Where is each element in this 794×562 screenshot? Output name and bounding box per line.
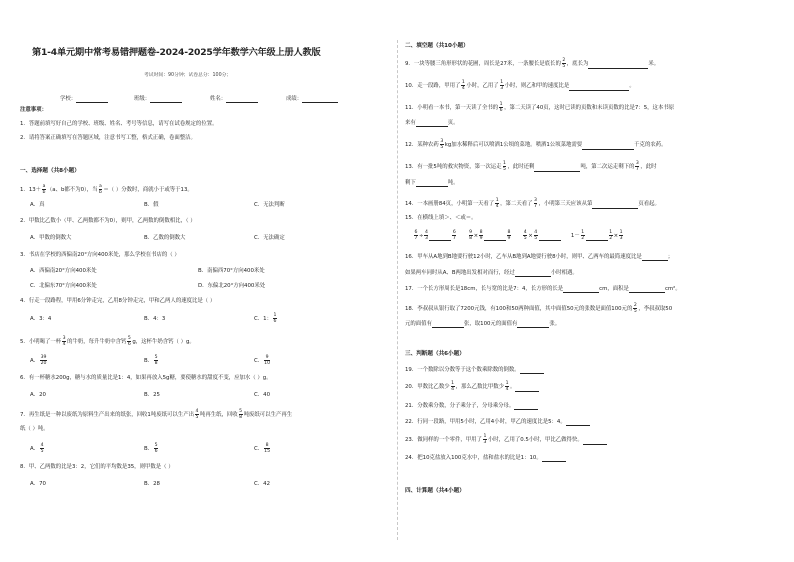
- fraction: $\frac{6}{7}$: [414, 230, 418, 241]
- field-label: 班级：: [134, 96, 151, 102]
- option-b[interactable]: B．假: [144, 202, 159, 208]
- section-heading: 二、填空题（共10小题）: [405, 43, 469, 49]
- answer-blank[interactable]: [515, 385, 539, 392]
- fraction: $\frac{8}{15}$: [264, 443, 271, 454]
- fraction: $\frac{3}{5}$: [440, 139, 444, 150]
- option-b[interactable]: B．南偏西70°方向400米处: [198, 268, 265, 274]
- fraction: $\frac{8}{9}$: [507, 230, 511, 241]
- option-a[interactable]: A． $\frac{39}{20}$: [30, 355, 47, 366]
- option-c[interactable]: C．无法判断: [254, 202, 285, 208]
- fraction: $\frac{3}{7}$: [635, 161, 639, 172]
- column-divider: [397, 40, 398, 540]
- question-19: 19．一个数除以分数等于这个数乘除数的倒数。: [405, 367, 544, 374]
- fraction: $\frac{1}{4}$: [505, 381, 509, 392]
- option-c[interactable]: C． $\frac{9}{10}$: [254, 355, 271, 366]
- question-10: 10．走一段路，甲用了 $\frac{1}{4}$ 小时，乙用了 $\frac{1}{3}$ 小时，则乙和甲的速度比是 。: [405, 80, 635, 91]
- question-13: 13．有一批5吨的救灾物资，第一次运走 $\frac{1}{5}$ ，此时还剩 吨，第二次运走剩下的 $\frac{3}{7}$ ，此时: [405, 161, 657, 172]
- question-13-cont: 剩下 吨。: [405, 180, 459, 186]
- answer-blank[interactable]: [588, 62, 648, 69]
- note-item: 2．请将答案正确填写在答题区域，注意书写工整，格式正确，卷面整洁。: [20, 135, 196, 141]
- fraction: $\frac{9}{8}$: [469, 230, 473, 241]
- answer-blank[interactable]: [542, 455, 566, 462]
- option-b[interactable]: B． $\frac{5}{8}$: [144, 355, 158, 366]
- question-22: 22．行同一段路，甲用5小时，乙用4小时，甲乙的速度比是5：4。: [405, 419, 590, 426]
- question-20: 20．甲数比乙数少 $\frac{1}{4}$ ，那么乙数比甲数少 $\frac{1}{4}$ 。: [405, 381, 539, 392]
- question-14: 14．一本画册84页，小明第一天看了 $\frac{1}{4}$ ，第二天看了 $\frac{3}{7}$ ，小明第三天应该从第 页看起。: [405, 198, 660, 209]
- fraction: $\frac{4}{3}$: [424, 230, 428, 241]
- answer-blank[interactable]: [429, 234, 451, 241]
- question-11-cont: 来有 页。: [405, 120, 459, 126]
- question-5: 5．小明喝了一杯 $\frac{3}{4}$ 的牛奶，每升牛奶中含钙 $\frac{5}{6}$ g，这杯牛奶含钙（ ）g。: [20, 336, 195, 347]
- fraction: $\frac{1}{3}$: [483, 434, 487, 445]
- exam-info: 考试时间：90分钟；试卷总分：100分；: [144, 73, 232, 78]
- question-7: 7．再生纸是一种以废纸为原料生产出来的纸张，回收1吨废纸可以生产出 $\frac{4}{5}$ 吨再生纸，回收 $\frac{5}{8}$ 吨废纸可以生产再生: [20, 409, 293, 420]
- field-label: 姓名：: [210, 96, 227, 102]
- fraction: $\frac{5}{6}$: [127, 336, 131, 347]
- option-c[interactable]: C．1： $\frac{1}{6}$: [254, 313, 277, 324]
- option-c[interactable]: C． $\frac{8}{15}$: [254, 443, 271, 454]
- question-7-cont: 纸（ ）吨。: [20, 426, 49, 432]
- fraction: $\frac{3}{4}$: [62, 336, 66, 347]
- answer-blank[interactable]: [642, 254, 668, 261]
- class-field[interactable]: [134, 96, 182, 103]
- question-12: 12．某种农药 $\frac{3}{5}$ kg加水稀释后可以喷洒1公顷的菜地。喷洒1公顷菜地需要 千克的农药。: [405, 139, 667, 150]
- answer-blank[interactable]: [583, 438, 607, 445]
- fraction: $\frac{1}{2}$: [581, 230, 585, 241]
- answer-blank[interactable]: [539, 234, 561, 241]
- fraction: $\frac{1}{4}$: [461, 80, 465, 91]
- fraction: $\frac{1}{4}$: [451, 381, 455, 392]
- fraction: $\frac{4}{5}$: [523, 230, 527, 241]
- fraction: $\frac{a}{b}$: [98, 184, 102, 195]
- option-a[interactable]: A．西偏南20°方向400米处: [30, 268, 97, 274]
- fraction: $\frac{4}{5}$: [195, 409, 199, 420]
- option-c[interactable]: C．北偏东70°方向400米处: [30, 283, 97, 289]
- question-1: 1．13＋ $\frac{a}{b}$ （a、b都不为0），当 $\frac{a}{b}$ ＝（ ）分数时，商就小于或等于13。: [20, 184, 193, 195]
- fraction: $\frac{1}{6}$: [499, 102, 503, 113]
- fraction: $\frac{1}{3}$: [619, 230, 623, 241]
- fraction: $\frac{4}{5}$: [534, 230, 538, 241]
- question-17: 17．一个长方形周长是18cm，长与宽的比是7：4，长方形的长是 cm，面积是 cm²。: [405, 286, 681, 292]
- question-21: 21．分数乘分数，分子乘分子，分母乘分母。: [405, 403, 538, 410]
- question-23: 23．做同样的一个零件，甲用了 $\frac{1}{3}$ 小时，乙用了0.5小时，甲比乙做得快。: [405, 434, 607, 445]
- question-16-cont: 如果两车同时从A、B两地出发相对而行，经过 小时相遇。: [405, 270, 578, 276]
- field-label: 学校：: [60, 96, 77, 102]
- question-11: 11．小明看一本书，第一天读了全书的 $\frac{1}{6}$ ，第二天读了40页，这时已读的页数和未读页数的比是7：5，这本书原: [405, 102, 675, 113]
- option-b[interactable]: B． $\frac{5}{6}$: [144, 443, 158, 454]
- question-18-cont: 元的面值有 张，取100元的面值有 张。: [405, 321, 561, 327]
- fraction: $\frac{1}{4}$: [495, 198, 499, 209]
- answer-blank[interactable]: [592, 202, 638, 209]
- fraction: $\frac{1}{3}$: [500, 80, 504, 91]
- option-c[interactable]: C．40: [254, 392, 271, 398]
- fraction: $\frac{5}{8}$: [154, 355, 158, 366]
- answer-blank[interactable]: [416, 180, 448, 187]
- field-label: 成绩：: [286, 96, 303, 102]
- fraction: $\frac{4}{5}$: [40, 443, 44, 454]
- question-6: 6．有一杯糖水200g，糖与水的质量比是1：4，如果再放入5g糖，要使糖水的甜度不变，应加水（ ）g。: [20, 375, 272, 381]
- option-c[interactable]: C．无法确定: [254, 235, 285, 241]
- fraction: $\frac{39}{20}$: [40, 355, 47, 366]
- fraction: $\frac{1}{5}$: [503, 161, 506, 172]
- answer-blank[interactable]: [514, 403, 538, 410]
- answer-blank[interactable]: [484, 234, 506, 241]
- option-a[interactable]: A．真: [30, 202, 45, 208]
- page-title: 第1-4单元期中常考易错押题卷-2024-2025学年数学六年级上册人教版: [32, 47, 321, 58]
- fraction: $\frac{9}{10}$: [264, 355, 271, 366]
- option-b[interactable]: B．乙数的倒数大: [144, 235, 186, 241]
- answer-blank[interactable]: [517, 321, 549, 328]
- note-item: 1．答题前填写好自己的学校、班级、姓名、考号等信息，请写在试卷规定的位置。: [20, 121, 218, 127]
- fraction: $\frac{3}{7}$: [534, 198, 537, 209]
- question-18: 18．李叔叔从银行取了7200元钱，有100和50两种面值，其中面值50元的张数是面值100元的 $\frac{2}{5}$ ，李叔叔取50: [405, 303, 673, 314]
- option-a[interactable]: A． $\frac{4}{5}$: [30, 443, 44, 454]
- fraction: $\frac{5}{8}$: [239, 409, 243, 420]
- section-heading: 四、计算题（共4小题）: [405, 488, 465, 494]
- fraction: $\frac{2}{5}$: [633, 303, 637, 314]
- answer-blank[interactable]: [534, 165, 580, 172]
- answer-blank[interactable]: [629, 286, 665, 293]
- answer-blank[interactable]: [566, 419, 590, 426]
- question-8: 8．甲、乙两数的比是3：2，它们的平均数是35，则甲数是（ ）: [20, 464, 174, 470]
- fraction: $\frac{1}{2}$: [609, 230, 613, 241]
- notes-heading: 注意事项：: [20, 107, 47, 113]
- answer-blank[interactable]: [582, 143, 634, 150]
- fraction: $\frac{1}{6}$: [273, 313, 277, 324]
- question-9: 9．一块等腰三角形形状的花圃，周长是27米，一条腰长是底长的 $\frac{2}{5}$ ，底长为 米。: [405, 58, 660, 69]
- section-heading: 一、选择题（共8小题）: [20, 168, 80, 174]
- fraction: $\frac{2}{5}$: [562, 58, 566, 69]
- answer-blank[interactable]: [563, 286, 599, 293]
- score-field[interactable]: [286, 96, 338, 103]
- fraction: $\frac{5}{6}$: [154, 443, 158, 454]
- option-b[interactable]: B．25: [144, 392, 160, 398]
- question-4: 4．行走一段路程，甲用6分钟走完，乙用8分钟走完，甲和乙两人的速度比是（ ）: [20, 298, 216, 304]
- option-b[interactable]: B．4：3: [144, 316, 166, 322]
- answer-blank[interactable]: [416, 120, 448, 127]
- name-field[interactable]: [210, 96, 258, 103]
- fraction: $\frac{8}{9}$: [479, 230, 483, 241]
- question-3: 3．书店在学校的西偏南20°方向400米处，那么学校在书店的（ ）: [20, 252, 180, 258]
- section-heading: 三、判断题（共6小题）: [405, 351, 465, 357]
- school-field[interactable]: [60, 96, 108, 103]
- question-2: 2．甲数比乙数小（甲、乙两数都不为0），则甲，乙两数的倒数相比，（ ）: [20, 218, 196, 224]
- option-a[interactable]: A．70: [30, 481, 46, 487]
- option-c[interactable]: C．42: [254, 481, 271, 487]
- option-b[interactable]: B．28: [144, 481, 160, 487]
- answer-blank[interactable]: [586, 234, 608, 241]
- question-15: 15．在横线上填＞、＜或＝。: [405, 215, 477, 221]
- fraction: $\frac{6}{7}$: [452, 230, 456, 241]
- option-d[interactable]: D．东偏北20°方向400米处: [198, 283, 266, 289]
- answer-blank[interactable]: [432, 321, 464, 328]
- question-24: 24．把10克盐放入100克水中，盐和盐水的比是1：10。: [405, 455, 566, 462]
- question-16: 16．甲车从A地到B地要行驶12小时，乙车从B地到A地要行驶8小时，则甲、乙两车的最简速度比是 ；: [405, 254, 674, 260]
- fraction: $\frac{a}{b}$: [42, 184, 46, 195]
- answer-blank[interactable]: [520, 367, 544, 374]
- answer-blank[interactable]: [515, 270, 551, 277]
- answer-blank[interactable]: [569, 84, 629, 91]
- option-a[interactable]: A．20: [30, 392, 46, 398]
- option-a[interactable]: A．甲数的倒数大: [30, 235, 72, 241]
- option-a[interactable]: A．3：4: [30, 316, 52, 322]
- comparison-row: $\frac{6}{7}$ ÷ $\frac{4}{3}$ $\frac{6}{7}$ $\frac{9}{8}$ × $\frac{8}{9}$ $\frac{8}{9}$ $\frac{4}{5}$ × $\frac{4}{5}$ 1－ $\frac{1}{2}$ $\frac{1}{2}$ × $\frac{1}{3}$: [414, 230, 623, 241]
